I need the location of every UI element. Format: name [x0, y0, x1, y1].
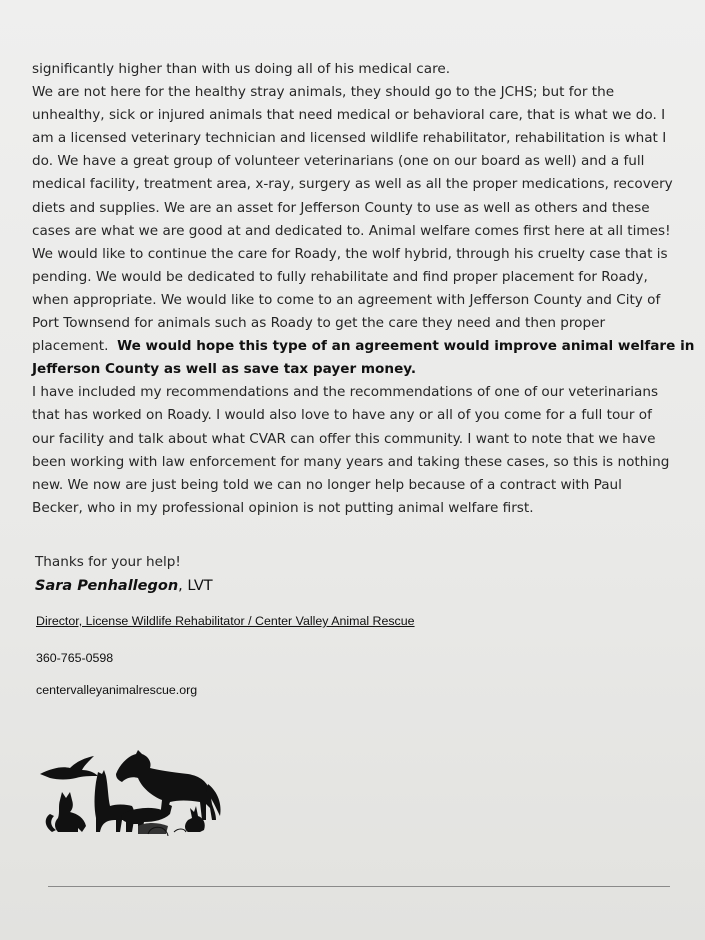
signer-name: Sara Penhallegon — [35, 578, 179, 594]
body-line: unhealthy, sick or injured animals that need medical or behavioral care, that is what we do. I — [32, 107, 666, 124]
animal-silhouettes-logo — [38, 748, 228, 840]
signature-block — [35, 578, 213, 594]
body-line: We would like to continue the care for Roady, the wolf hybrid, through his cruelty case that is — [32, 245, 668, 262]
body-line-mixed — [32, 335, 695, 358]
body-text-normal: placement. — [32, 338, 118, 355]
closing-line: Thanks for your help! — [35, 554, 181, 570]
small-outline-icon — [174, 829, 186, 832]
body-line-bold — [32, 358, 680, 381]
body-line: do. We have a great group of volunteer veterinarians (one on our board as well) and a full — [32, 153, 645, 170]
website-url: centervalleyanimalrescue.org — [36, 683, 198, 697]
body-line: diets and supplies. We are an asset for Jefferson County to use as well as others and these — [32, 199, 650, 216]
footer-rule — [48, 886, 670, 887]
body-line: significantly higher than with us doing all of his medical care. — [32, 61, 451, 77]
body-line: new. We now are just being told we can no longer help because of a contract with Paul — [32, 476, 622, 493]
bird-icon — [40, 756, 98, 780]
body-line: Becker, who in my professional opinion is not putting animal welfare first. — [32, 499, 534, 516]
signer-title: Director, License Wildlife Rehabilitator / Center Valley Animal Rescue — [36, 614, 415, 628]
body-line: cases are what we are good at and dedicated to. Animal welfare comes first here at all times! — [32, 222, 671, 239]
cat-icon — [55, 792, 86, 832]
body-line: our facility and talk about what CVAR can offer this community. I want to note that we have — [32, 430, 656, 447]
body-line: that has worked on Roady. I would also love to have any or all of you come for a full tour of — [32, 407, 652, 424]
body-line: medical facility, treatment area, x-ray, surgery as well as all the proper medications, recovery — [32, 176, 673, 193]
body-line: been working with law enforcement for many years and taking these cases, so this is nothing — [32, 453, 670, 470]
body-line: when appropriate. We would like to come to an agreement with Jefferson County and City of — [32, 291, 661, 308]
emphasis-text: We would hope this type of an agreement would improve animal welfare in — [117, 338, 695, 355]
letter-body — [32, 58, 695, 520]
cat-tail-icon — [46, 814, 56, 832]
phone-number: 360-765-0598 — [36, 651, 114, 665]
body-line: We are not here for the healthy stray animals, they should go to the JCHS; but for the — [32, 84, 615, 101]
body-line: pending. We would be dedicated to fully rehabilitate and find proper placement for Roady, — [32, 268, 648, 285]
body-line: am a licensed veterinary technician and licensed wildlife rehabilitator, rehabilitation is what I — [32, 130, 667, 147]
signer-credential: , LVT — [178, 578, 213, 594]
body-line: I have included my recommendations and the recommendations of one of our veterinarians — [32, 384, 659, 401]
body-line: Port Townsend for animals such as Roady to get the care they need and then proper — [32, 315, 606, 332]
emphasis-text: Jefferson County as well as save tax payer money. — [32, 361, 417, 378]
